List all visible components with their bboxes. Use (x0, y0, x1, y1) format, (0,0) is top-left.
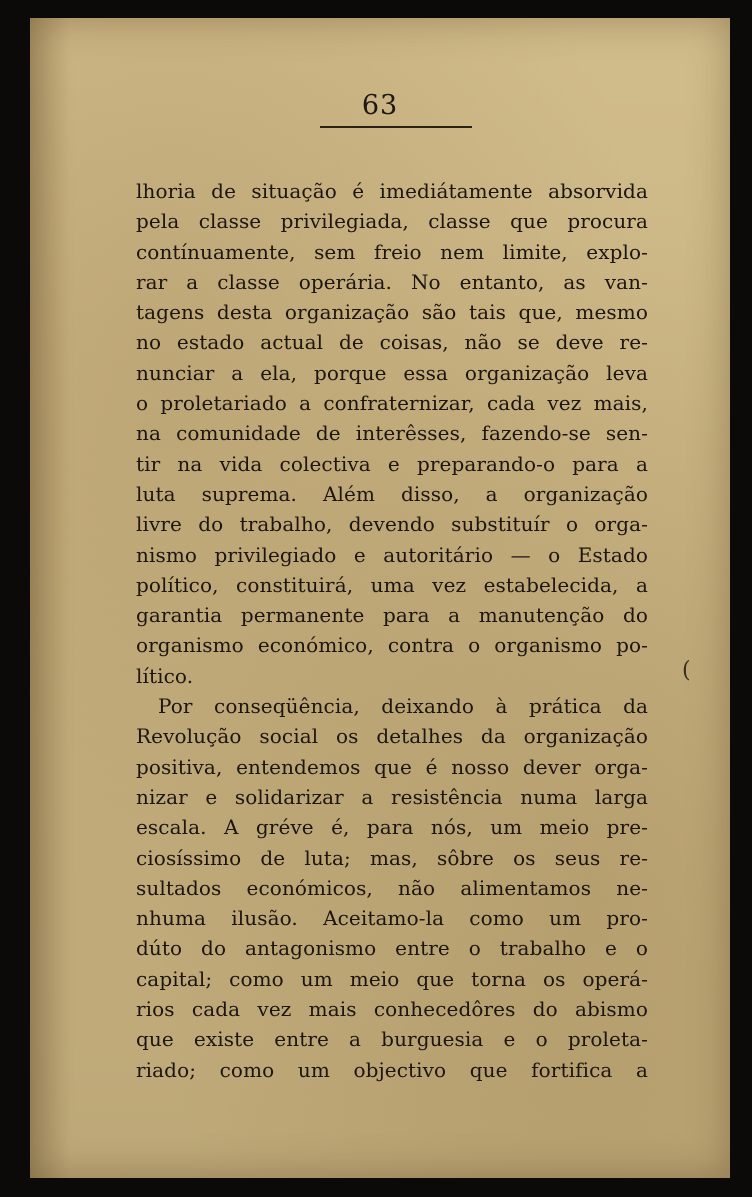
text-line: nizar e solidarizar a resistência numa larga (136, 784, 648, 809)
page-number: 63 (361, 90, 399, 121)
text-line: rar a classe operária. No entanto, as van- (136, 269, 648, 294)
text-line: pela classe privilegiada, classe que procura (136, 209, 648, 234)
text-line: rios cada vez mais conhecedôres do abismo (136, 997, 648, 1022)
text-line: lítico. (136, 663, 194, 688)
text-line: tir na vida colectiva e preparando-o para a (136, 451, 648, 476)
text-line: livre do trabalho, devendo substituír o orga- (136, 512, 648, 537)
book-page (30, 18, 730, 1178)
text-line: o proletariado a confraternizar, cada vez mais, (136, 391, 648, 416)
text-line: organismo económico, contra o organismo po- (136, 633, 648, 658)
text-line: lhoria de situação é imediátamente absorvida (136, 179, 648, 203)
text-line: escala. A gréve é, para nós, um meio pre- (136, 815, 648, 840)
header-rule (320, 126, 472, 128)
text-line: no estado actual de coisas, não se deve re- (136, 330, 648, 355)
text-line: nismo privilegiado e autoritário — o Estado (136, 542, 648, 567)
text-line: positiva, entendemos que é nosso dever orga- (136, 754, 648, 779)
margin-mark: ( (682, 658, 691, 683)
text-line: que existe entre a burguesia e o proleta- (136, 1027, 648, 1052)
text-line: garantia permanente para a manutenção do (136, 603, 648, 628)
body-text (136, 176, 648, 1085)
text-line: Revolução social os detalhes da organização (136, 724, 648, 749)
text-line: contínuamente, sem freio nem limite, explo- (136, 239, 648, 264)
text-line: na comunidade de interêsses, fazendo-se sen- (136, 421, 648, 446)
text-line: capital; como um meio que torna os operá- (136, 966, 648, 991)
text-line: riado; como um objectivo que fortifica a (136, 1057, 648, 1082)
text-line: sultados económicos, não alimentamos ne- (136, 875, 648, 900)
text-line: luta suprema. Além disso, a organização (136, 481, 648, 506)
text-line: nunciar a ela, porque essa organização leva (136, 360, 648, 385)
text-line: Por conseqüência, deixando à prática da (158, 694, 648, 719)
text-line: dúto do antagonismo entre o trabalho e o (136, 936, 648, 961)
text-line: ciosíssimo de luta; mas, sôbre os seus re- (136, 845, 648, 870)
text-line: político, constituirá, uma vez estabelecida, a (136, 572, 648, 597)
text-line: nhuma ilusão. Aceitamo-la como um pro- (136, 906, 648, 931)
text-line: tagens desta organização são tais que, mesmo (136, 300, 648, 325)
